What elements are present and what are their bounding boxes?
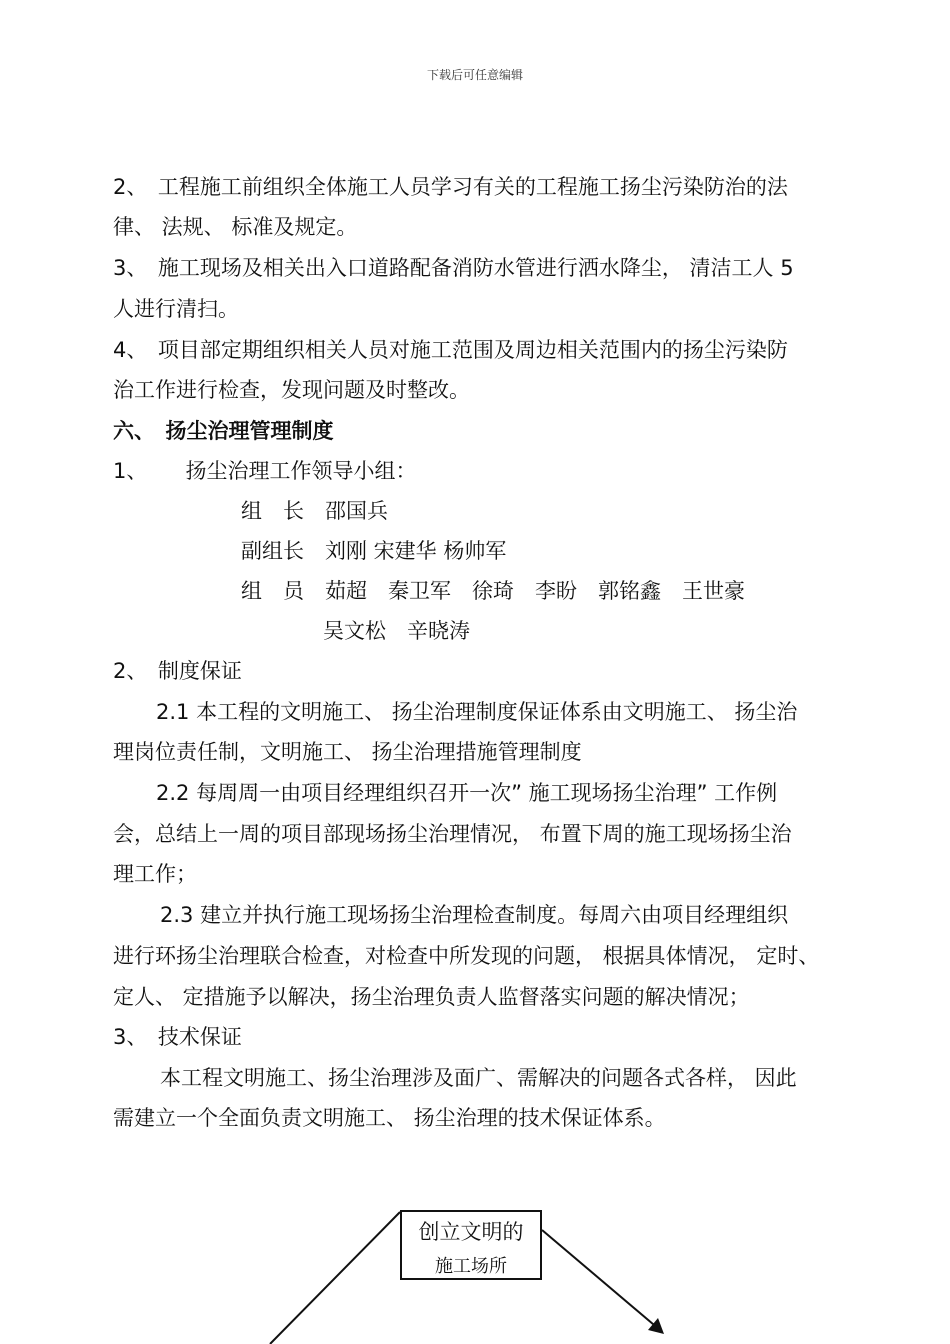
paragraph-line: 本工程文明施工、扬尘治理涉及面广、需解决的问题各式各样， 因此 — [160, 1066, 797, 1090]
paragraph-line: 2.1 本工程的文明施工、 扬尘治理制度保证体系由文明施工、 扬尘治 — [156, 700, 798, 724]
paragraph-line: 1、 扬尘治理工作领导小组： — [113, 459, 417, 483]
paragraph-line: 2、 制度保证 — [113, 659, 242, 683]
team-members-line-2: 吴文松 辛晓涛 — [323, 619, 470, 643]
paragraph-line: 人进行清扫。 — [113, 297, 239, 321]
arrowhead-right — [648, 1318, 664, 1334]
paragraph-line: 3、 施工现场及相关出入口道路配备消防水管进行洒水降尘， 清洁工人 5 — [113, 256, 794, 280]
team-leader-line: 组 长 邵国兵 — [241, 499, 388, 523]
paragraph-line: 理工作； — [113, 862, 197, 886]
box-text-line2: 施工场所 — [435, 1256, 507, 1277]
diagram-box-civilized-site — [400, 1210, 542, 1280]
team-deputy-line: 副组长 刘刚 宋建华 杨帅军 — [241, 539, 507, 563]
paragraph-line: 理岗位责任制，文明施工、 扬尘治理措施管理制度 — [113, 740, 582, 764]
team-members-line: 组 员 茹超 秦卫军 徐琦 李盼 郭铭鑫 王世豪 — [241, 579, 745, 603]
paragraph-line: 需建立一个全面负责文明施工、 扬尘治理的技术保证体系。 — [113, 1106, 666, 1130]
paragraph-line: 会，总结上一周的项目部现场扬尘治理情况， 布置下周的施工现场扬尘治 — [113, 822, 792, 846]
connector-left — [270, 1212, 400, 1344]
box-text-line1: 创立文明的 — [418, 1220, 524, 1244]
paragraph-line: 治工作进行检查，发现问题及时整改。 — [113, 378, 470, 402]
connector-right — [542, 1230, 660, 1330]
paragraph-line: 2.2 每周周一由项目经理组织召开一次” 施工现场扬尘治理” 工作例 — [156, 781, 778, 805]
paragraph-line: 进行环扬尘治理联合检查，对检查中所发现的问题， 根据具体情况， 定时、 — [113, 944, 820, 968]
paragraph-line: 定人、 定措施予以解决，扬尘治理负责人监督落实问题的解决情况； — [113, 985, 750, 1009]
paragraph-line: 律、 法规、 标准及规定。 — [113, 215, 358, 239]
paragraph-line: 2、 工程施工前组织全体施工人员学习有关的工程施工扬尘污染防治的法 — [113, 175, 788, 199]
paragraph-line: 2.3 建立并执行施工现场扬尘治理检查制度。每周六由项目经理组织 — [160, 903, 789, 927]
paragraph-line: 4、 项目部定期组织相关人员对施工范围及周边相关范围内的扬尘污染防 — [113, 338, 788, 362]
paragraph-line: 3、 技术保证 — [113, 1025, 242, 1049]
page-header: 下载后可任意编辑 — [426, 68, 523, 82]
section-heading: 六、 扬尘治理管理制度 — [113, 419, 334, 443]
